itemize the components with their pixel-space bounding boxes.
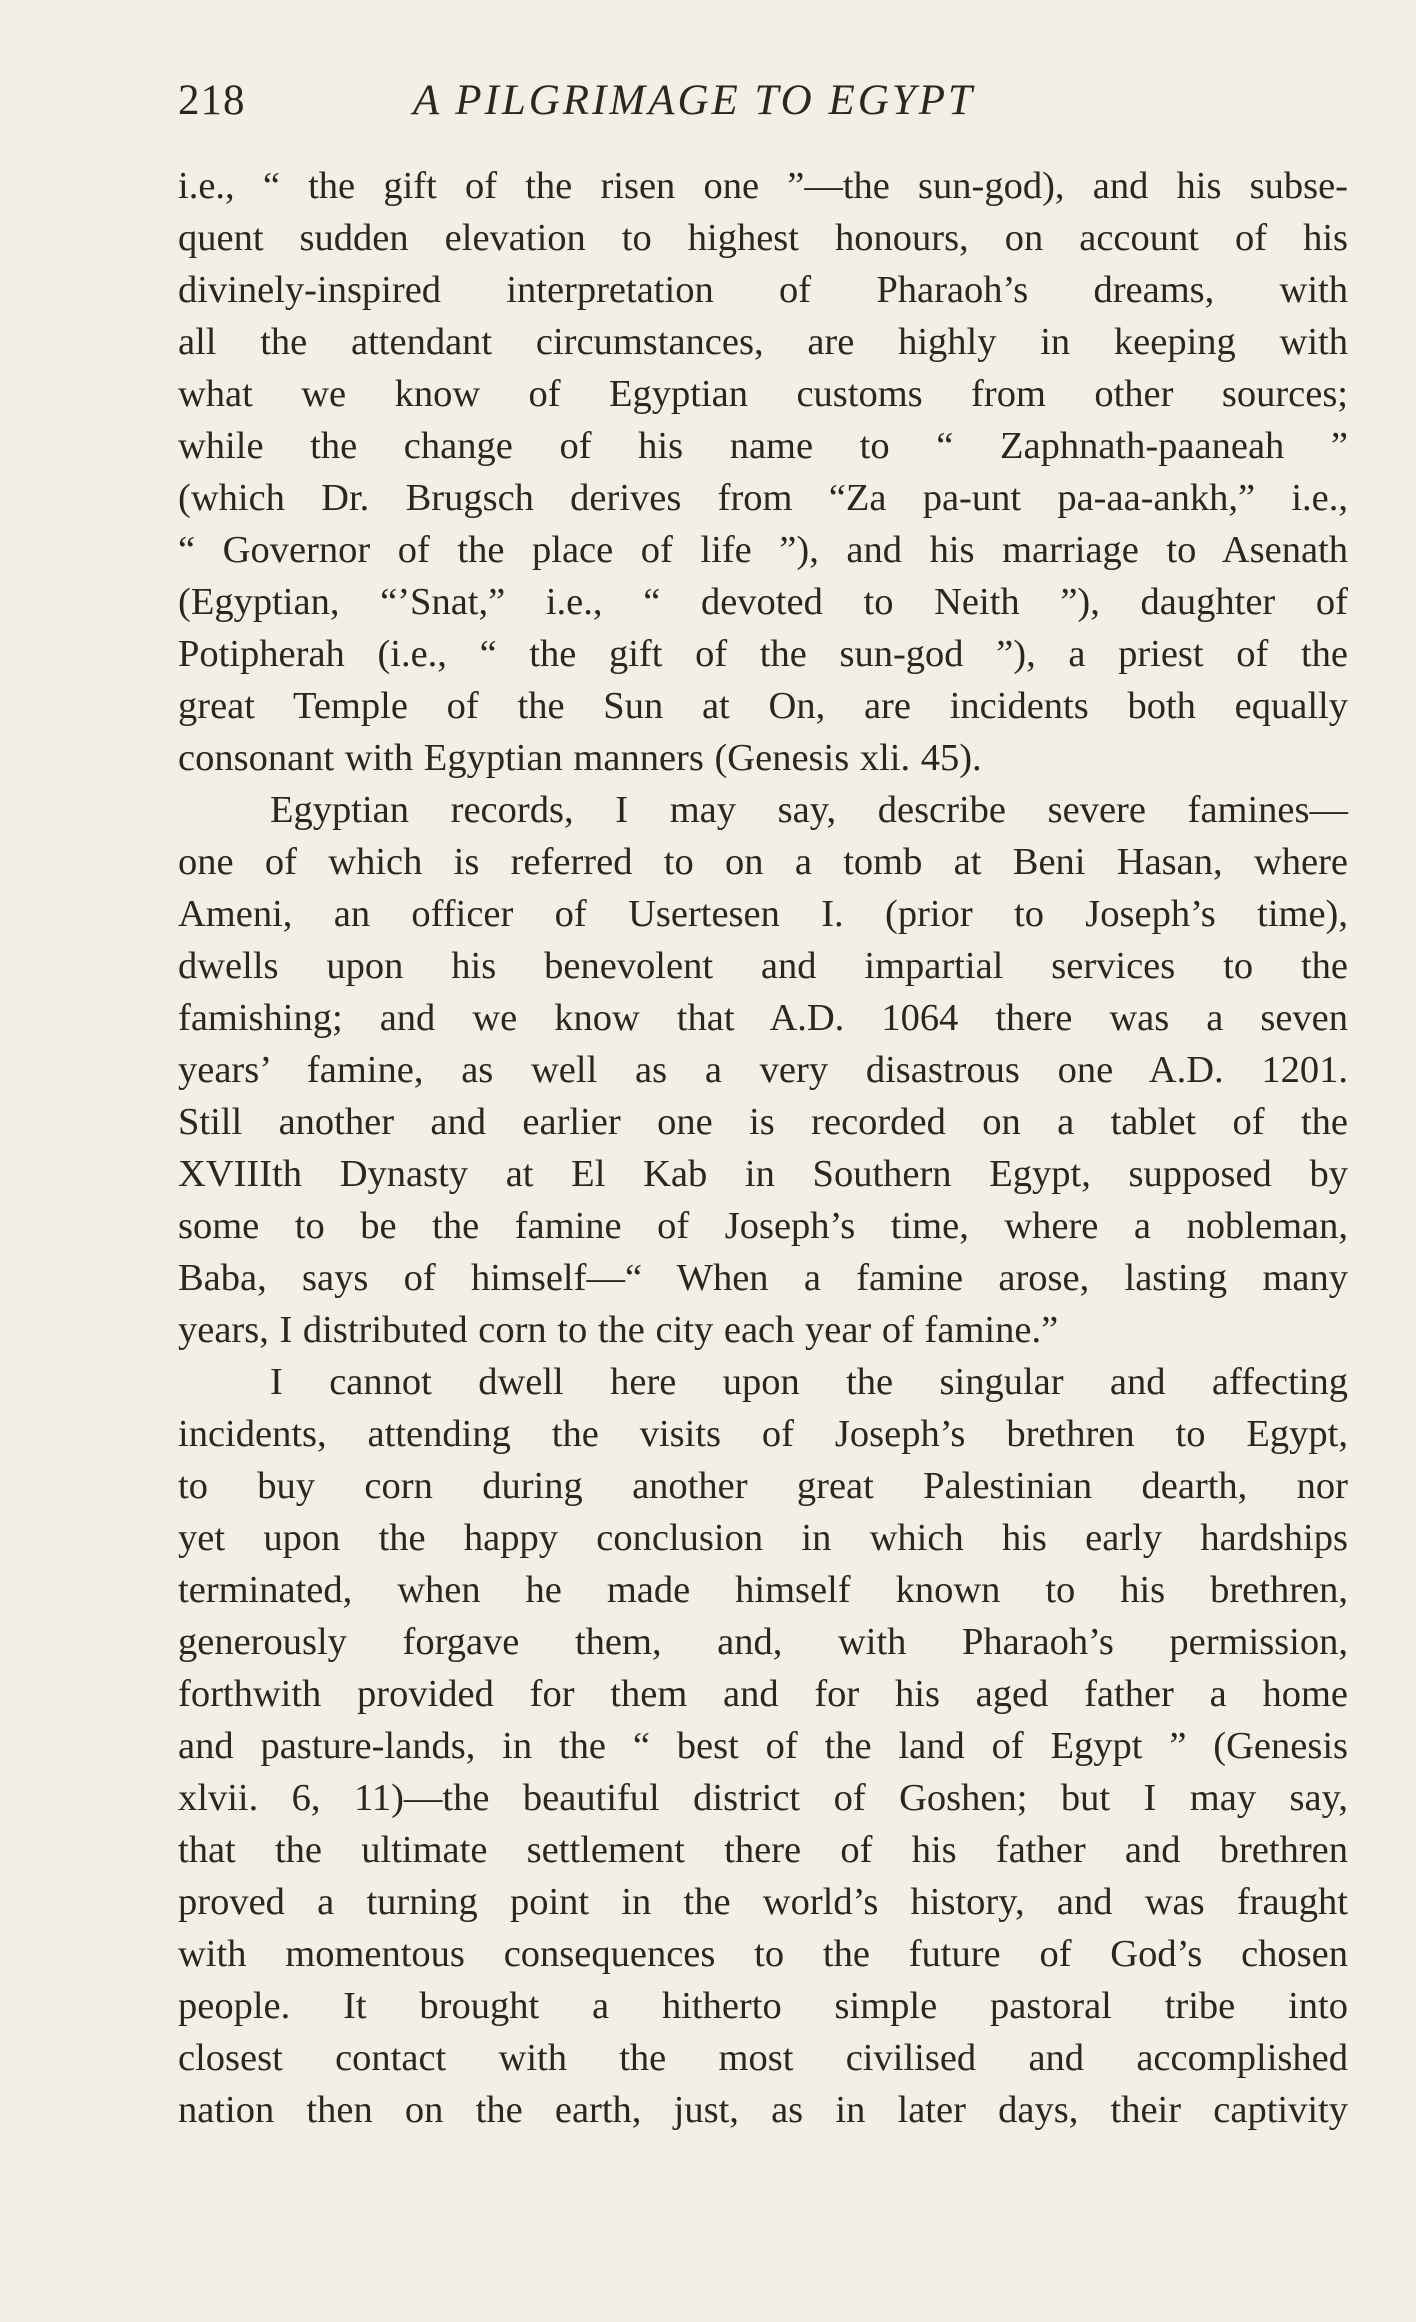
text-line: while the change of his name to “ Zaphnath-paaneah ”: [178, 425, 1348, 467]
text-line: generously forgave them, and, with Pharaoh’s permission,: [178, 1621, 1348, 1663]
text-line: proved a turning point in the world’s history, and was fraught: [178, 1881, 1348, 1923]
text-line: years’ famine, as well as a very disastrous one A.D. 1201.: [178, 1049, 1348, 1091]
text-line: incidents, attending the visits of Joseph’s brethren to Egypt,: [178, 1413, 1348, 1455]
text-line: dwells upon his benevolent and impartial services to the: [178, 945, 1348, 987]
text-line: one of which is referred to on a tomb at Beni Hasan, where: [178, 841, 1348, 883]
text-line: people. It brought a hitherto simple pastoral tribe into: [178, 1985, 1348, 2027]
text-line: Egyptian records, I may say, describe severe famines—: [270, 789, 1348, 831]
text-line: yet upon the happy conclusion in which his early hardships: [178, 1517, 1348, 1559]
text-line: some to be the famine of Joseph’s time, where a nobleman,: [178, 1205, 1348, 1247]
text-line: (Egyptian, “’Snat,” i.e., “ devoted to Neith ”), daughter of: [178, 581, 1348, 623]
text-line: forthwith provided for them and for his aged father a home: [178, 1673, 1348, 1715]
text-line: divinely-inspired interpretation of Pharaoh’s dreams, with: [178, 269, 1348, 311]
text-line: that the ultimate settlement there of his father and brethren: [178, 1829, 1348, 1871]
text-line: Baba, says of himself—“ When a famine arose, lasting many: [178, 1257, 1348, 1299]
text-line: with momentous consequences to the future of God’s chosen: [178, 1933, 1348, 1975]
text-line: Still another and earlier one is recorded on a tablet of the: [178, 1101, 1348, 1143]
text-line: quent sudden elevation to highest honours, on account of his: [178, 217, 1348, 259]
text-line: “ Governor of the place of life ”), and his marriage to Asenath: [178, 529, 1348, 571]
text-line: Ameni, an officer of Usertesen I. (prior to Joseph’s time),: [178, 893, 1348, 935]
text-line: great Temple of the Sun at On, are incidents both equally: [178, 685, 1348, 727]
text-line: consonant with Egyptian manners (Genesis xli. 45).: [178, 737, 982, 779]
running-title: A PILGRIMAGE TO EGYPT: [413, 77, 975, 124]
text-line: years, I distributed corn to the city each year of famine.”: [178, 1309, 1059, 1351]
text-line: all the attendant circumstances, are highly in keeping with: [178, 321, 1348, 363]
text-line: i.e., “ the gift of the risen one ”—the sun-god), and his subse-: [178, 165, 1348, 207]
text-line: Potipherah (i.e., “ the gift of the sun-god ”), a priest of the: [178, 633, 1348, 675]
text-line: and pasture-lands, in the “ best of the land of Egypt ” (Genesis: [178, 1725, 1348, 1767]
text-line: I cannot dwell here upon the singular and affecting: [270, 1361, 1348, 1403]
page-header: [178, 68, 1348, 138]
text-line: terminated, when he made himself known to his brethren,: [178, 1569, 1348, 1611]
page-number: 218: [178, 77, 246, 124]
text-line: famishing; and we know that A.D. 1064 there was a seven: [178, 997, 1348, 1039]
text-line: (which Dr. Brugsch derives from “Za pa-unt pa-aa-ankh,” i.e.,: [178, 477, 1348, 519]
text-line: closest contact with the most civilised and accomplished: [178, 2037, 1348, 2079]
text-line: to buy corn during another great Palestinian dearth, nor: [178, 1465, 1348, 1507]
text-line: what we know of Egyptian customs from other sources;: [178, 373, 1348, 415]
text-line: xlvii. 6, 11)—the beautiful district of Goshen; but I may say,: [178, 1777, 1348, 1819]
text-line: nation then on the earth, just, as in later days, their captivity: [178, 2089, 1348, 2131]
body-text: [178, 160, 1348, 2136]
text-line: XVIIIth Dynasty at El Kab in Southern Egypt, supposed by: [178, 1153, 1348, 1195]
